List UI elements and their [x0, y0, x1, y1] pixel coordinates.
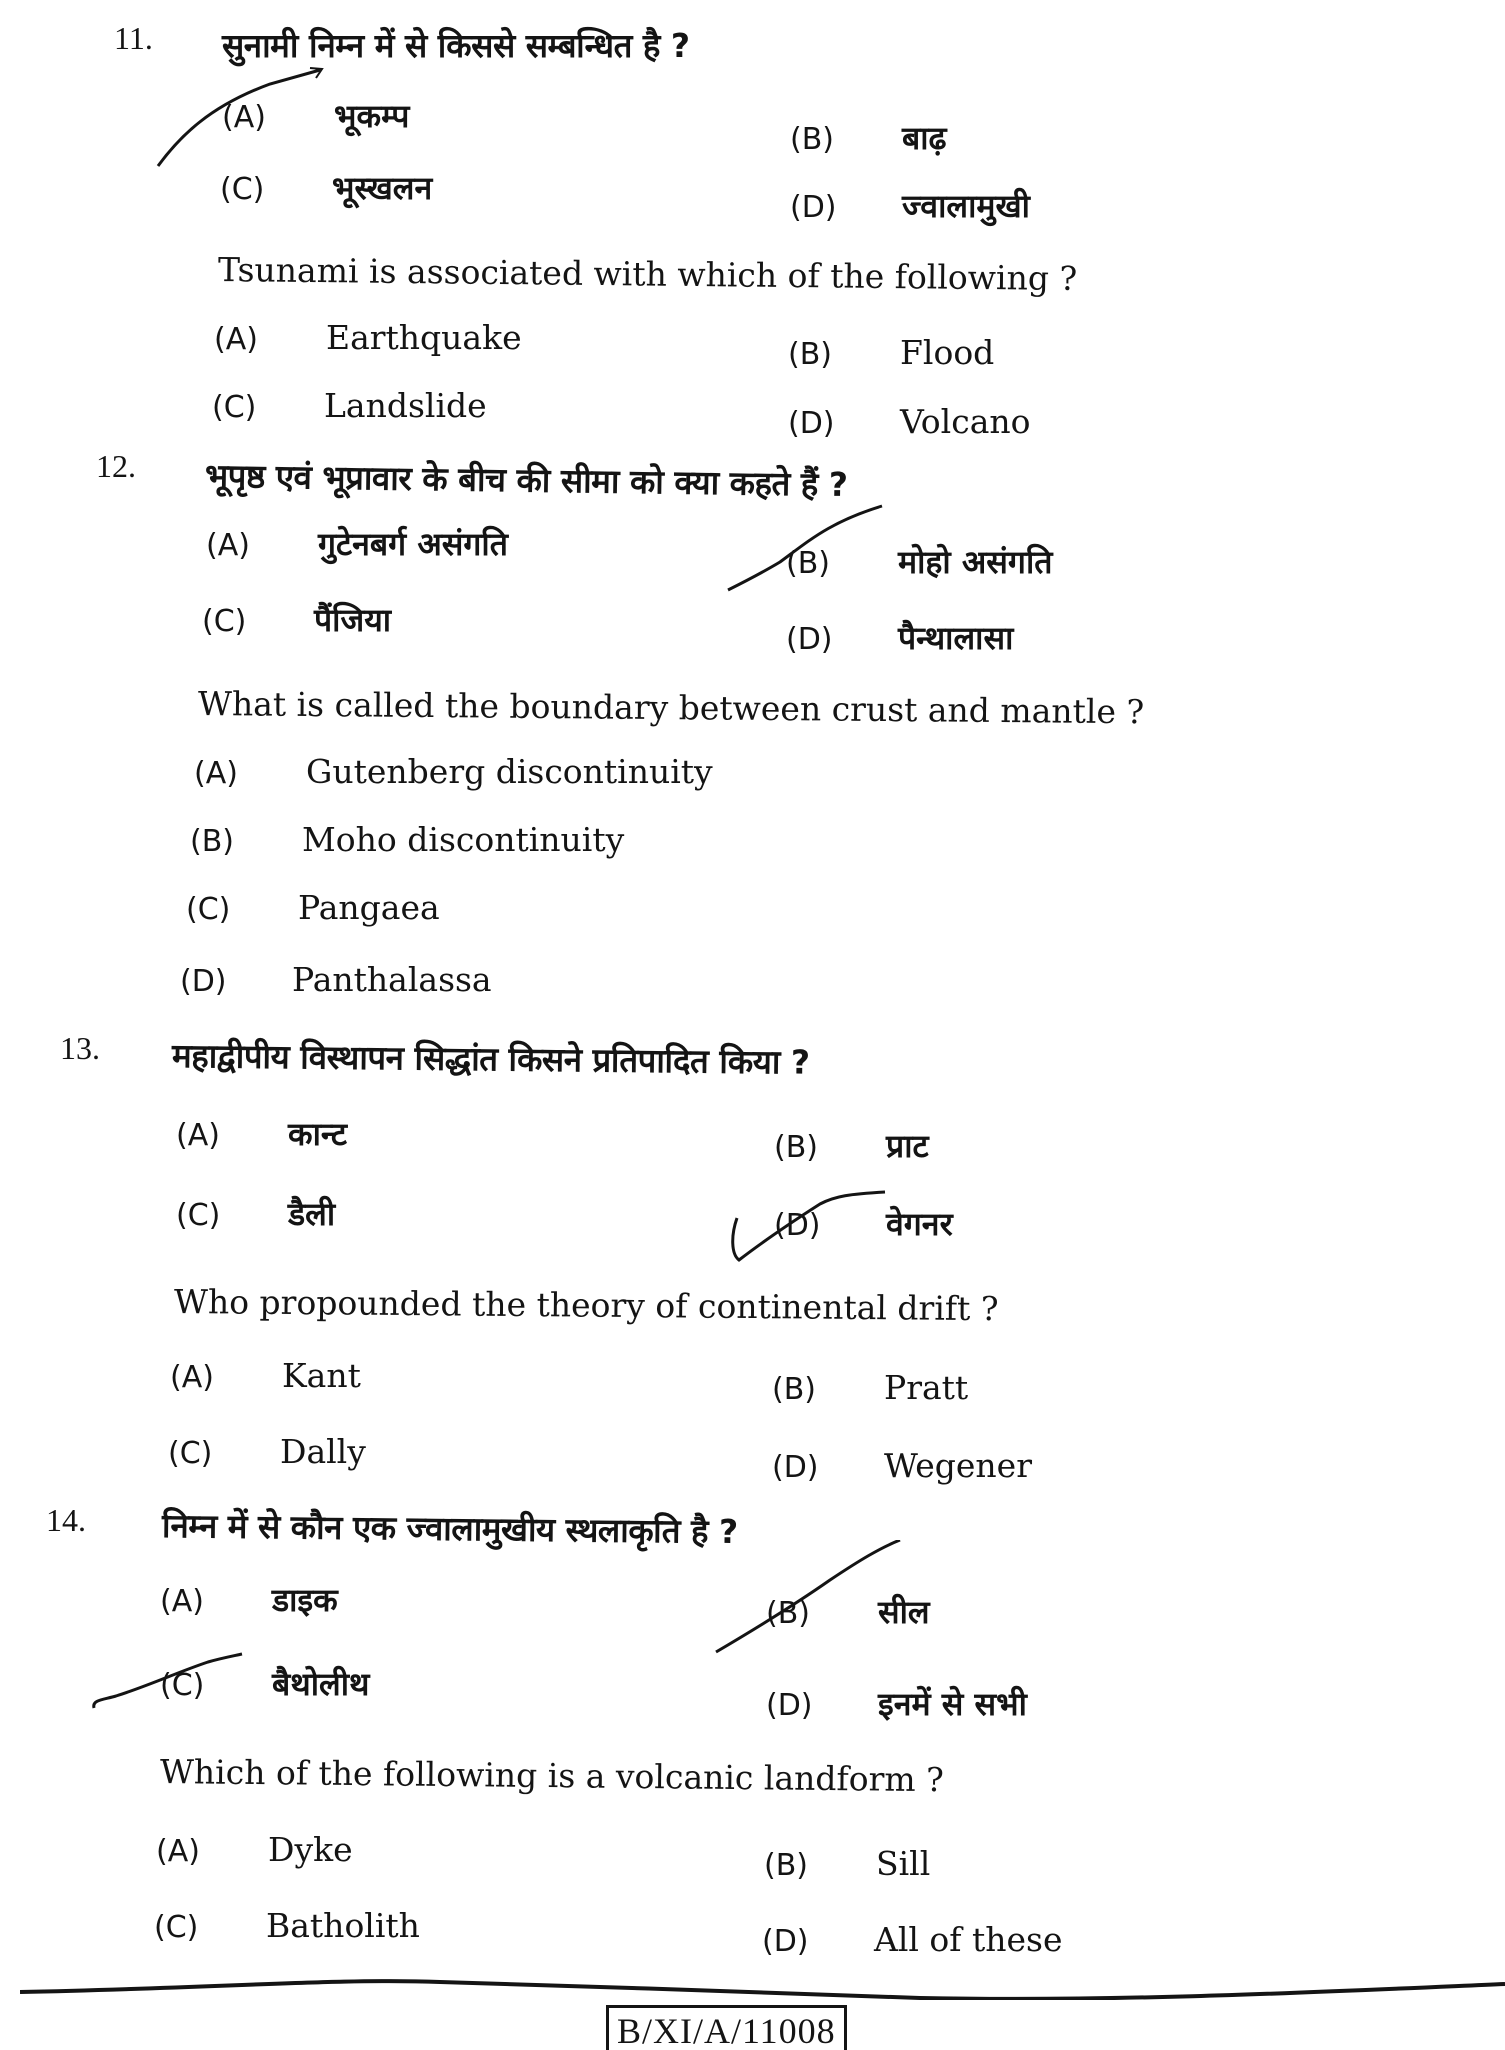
option-label: (D): [766, 1688, 813, 1723]
option-a-hindi: [206, 522, 508, 565]
option-label: (D): [786, 622, 833, 657]
option-text: Panthalassa: [292, 960, 492, 999]
option-text: मोहो असंगति: [898, 543, 1053, 581]
question-number: 12.: [96, 448, 136, 484]
question-text-english: Tsunami is associated with which of the following ?: [217, 250, 1078, 298]
option-d-english: [772, 1446, 1032, 1485]
option-text: ज्वालामुखी: [902, 187, 1030, 225]
option-label: (A): [194, 756, 238, 791]
option-label: (A): [206, 528, 250, 563]
option-b-english: [190, 820, 624, 859]
option-text: भूकम्प: [334, 97, 410, 135]
option-text: कान्ट: [288, 1115, 348, 1153]
option-b-hindi: [774, 1124, 929, 1167]
option-text: इनमें से सभी: [878, 1685, 1027, 1723]
option-b-hindi: [790, 116, 947, 159]
option-label: (B): [766, 1596, 810, 1631]
option-d-hindi: [790, 184, 1030, 227]
option-d-hindi: [766, 1682, 1027, 1725]
option-b-hindi: [786, 540, 1052, 583]
option-label: (C): [212, 390, 257, 425]
question-text-english: Which of the following is a volcanic landform ?: [159, 1752, 945, 1800]
option-label: (D): [788, 406, 835, 441]
option-label: (B): [774, 1130, 818, 1165]
option-label: (A): [160, 1584, 204, 1619]
option-c-hindi: [202, 598, 391, 641]
option-text: Landslide: [324, 386, 487, 425]
option-text: डाइक: [272, 1581, 338, 1619]
option-text: बाढ़: [902, 119, 947, 157]
option-c-hindi: [220, 166, 432, 209]
question-text-hindi: महाद्वीपीय विस्थापन सिद्धांत किसने प्रतिपादित किया ?: [171, 1036, 810, 1082]
option-b-english: [788, 333, 994, 372]
option-label: (D): [180, 964, 227, 999]
option-label: (D): [790, 190, 837, 225]
option-d-english: [180, 960, 492, 999]
option-text: All of these: [874, 1920, 1063, 1959]
option-text: डैली: [288, 1195, 336, 1233]
option-label: (C): [176, 1198, 221, 1233]
option-c-english: [168, 1432, 366, 1471]
option-c-hindi: [176, 1192, 335, 1235]
option-c-english: [186, 888, 440, 927]
option-d-english: [788, 402, 1031, 441]
option-a-english: [170, 1356, 361, 1395]
option-label: (C): [168, 1436, 213, 1471]
option-d-english: [762, 1920, 1063, 1959]
option-text: वेगनर: [886, 1205, 953, 1243]
option-a-english: [214, 318, 522, 357]
option-b-english: [772, 1368, 968, 1407]
option-text: Dyke: [268, 1830, 353, 1869]
option-text: Wegener: [884, 1446, 1032, 1485]
question-text-english: Who propounded the theory of continental drift ?: [173, 1282, 999, 1329]
option-label: (D): [774, 1208, 821, 1243]
option-text: पैंजिया: [314, 601, 392, 639]
option-text: Gutenberg discontinuity: [306, 752, 713, 791]
option-label: (A): [214, 322, 258, 357]
option-a-hindi: [160, 1578, 338, 1621]
option-d-hindi: [786, 616, 1013, 659]
question-number: 14.: [46, 1502, 86, 1538]
option-label: (B): [786, 546, 830, 581]
option-text: Pangaea: [298, 888, 440, 927]
option-text: बैथोलीथ: [272, 1665, 370, 1703]
option-text: Dally: [280, 1432, 366, 1471]
option-label: (C): [154, 1910, 199, 1945]
option-text: पैन्थालासा: [898, 619, 1014, 657]
option-text: Volcano: [900, 402, 1031, 441]
option-label: (A): [156, 1834, 200, 1869]
option-label: (B): [788, 337, 832, 372]
option-a-english: [156, 1830, 353, 1869]
option-label: (B): [190, 824, 234, 859]
paper-code: B/XI/A/11008: [606, 2005, 847, 2050]
question-text-hindi: निम्न में से कौन एक ज्वालामुखीय स्थलाकृति है ?: [161, 1506, 738, 1552]
option-label: (C): [186, 892, 231, 927]
option-label: (A): [170, 1360, 214, 1395]
option-text: सील: [878, 1593, 930, 1631]
option-a-english: [194, 752, 713, 791]
option-label: (B): [764, 1848, 808, 1883]
option-label: (B): [772, 1372, 816, 1407]
option-c-english: [212, 386, 487, 425]
option-text: Pratt: [884, 1368, 969, 1407]
footer-divider: [20, 1960, 1505, 2000]
option-a-hindi: [222, 94, 409, 137]
option-d-hindi: [774, 1202, 953, 1245]
option-label: (A): [176, 1118, 220, 1153]
option-text: भूस्खलन: [332, 169, 433, 207]
option-a-hindi: [176, 1112, 347, 1155]
question-number: 13.: [60, 1030, 100, 1066]
option-label: (C): [160, 1668, 205, 1703]
question-text-hindi: सुनामी निम्न में से किससे सम्बन्धित है ?: [222, 26, 690, 65]
option-c-english: [154, 1906, 420, 1945]
option-label: (C): [220, 172, 265, 207]
option-text: प्राट: [886, 1127, 929, 1165]
option-label: (A): [222, 100, 266, 135]
option-text: Sill: [876, 1844, 931, 1883]
option-c-hindi: [160, 1662, 369, 1705]
question-number: 11.: [114, 20, 153, 56]
question-text-hindi: भूपृष्ठ एवं भूप्रावार के बीच की सीमा को क्या कहते हैं ?: [204, 456, 848, 504]
question-text-english: What is called the boundary between crust and mantle ?: [197, 684, 1145, 732]
option-label: (B): [790, 122, 834, 157]
option-text: गुटेनबर्ग असंगति: [318, 525, 508, 563]
option-text: Batholith: [266, 1906, 420, 1945]
option-b-hindi: [766, 1590, 930, 1633]
option-text: Earthquake: [326, 318, 522, 357]
option-text: Moho discontinuity: [302, 820, 625, 859]
option-label: (C): [202, 604, 247, 639]
option-label: (D): [762, 1924, 809, 1959]
option-label: (D): [772, 1450, 819, 1485]
option-b-english: [764, 1844, 930, 1883]
option-text: Flood: [900, 333, 995, 372]
option-text: Kant: [282, 1356, 361, 1395]
